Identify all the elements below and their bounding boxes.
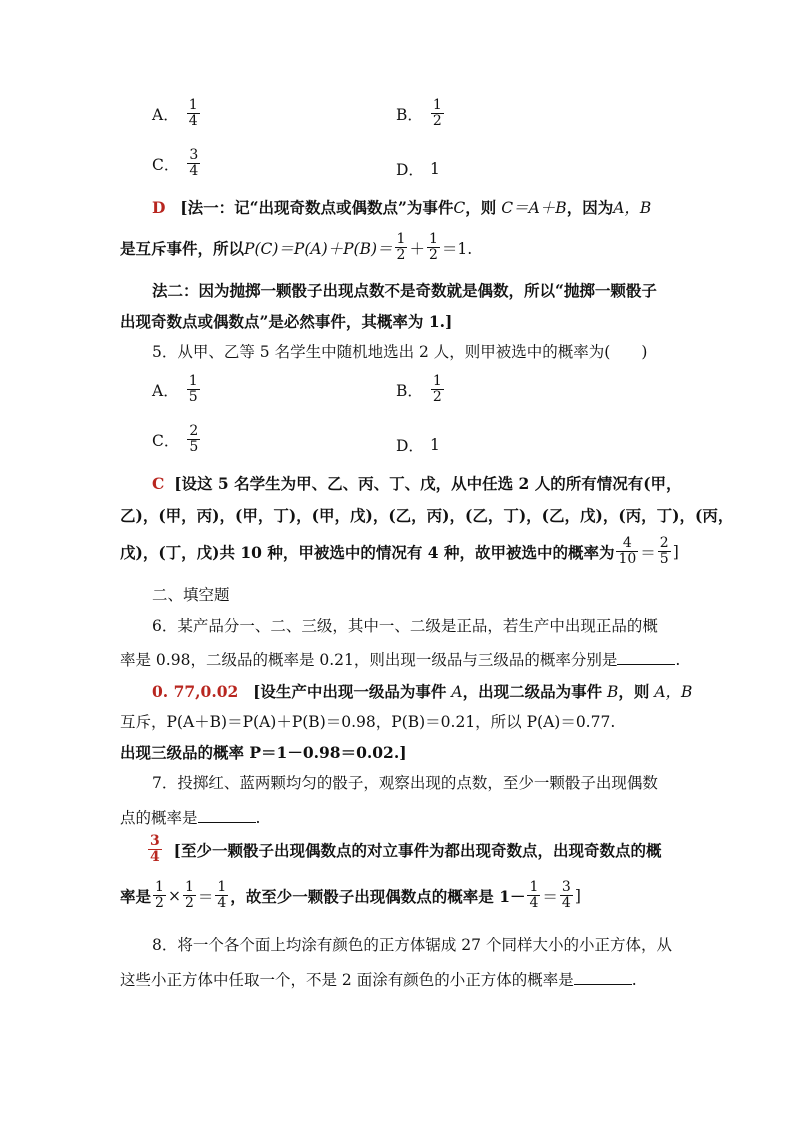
stem-text: 这些小正方体中任取一个，不是 2 面涂有颜色的小正方体的概率是: [120, 971, 574, 989]
math-op: ×: [167, 886, 181, 905]
solution-text: [设生产中出现一级品为事件: [253, 682, 447, 701]
stem-text: .: [675, 651, 681, 669]
q7-stem-line-2: [120, 808, 260, 827]
q5-option-a: [152, 374, 202, 406]
q5-stem: 5．从甲、乙等 5 名学生中随机地选出 2 人，则甲被选中的概率为( ): [152, 343, 648, 361]
math-var: A，B: [613, 199, 652, 217]
q4-option-b: [396, 98, 446, 130]
numerator: 1: [188, 373, 198, 389]
denominator: 2: [432, 113, 442, 130]
denominator: 2: [396, 247, 406, 264]
math-op: ＝: [640, 543, 656, 562]
fraction: [187, 98, 200, 130]
q7-stem-line-1: 7．投掷红、蓝两颗均匀的骰子，观察出现的点数，至少一颗骰子出现偶数: [152, 774, 658, 792]
fraction: [187, 148, 200, 180]
q7-solution-line-1: [146, 834, 661, 866]
fraction: [187, 374, 200, 406]
denominator: 2: [432, 389, 442, 406]
stem-text: 点的概率是: [120, 809, 198, 827]
option-letter: D．: [396, 161, 424, 179]
option-letter: B．: [396, 105, 423, 124]
solution-text: [至少一颗骰子出现偶数点的对立事件为都出现奇数点，出现奇数点的概: [173, 840, 662, 860]
q4-solution-line-3: 法二：因为抛掷一颗骰子出现点数不是奇数就是偶数，所以“抛掷一颗骰子: [152, 281, 657, 300]
fraction: [527, 880, 540, 912]
q5-option-d: [396, 434, 440, 456]
math-expr: P(C)＝P(A)＋P(B)＝: [244, 239, 393, 258]
option-value: 1: [429, 160, 440, 178]
numerator: 1: [529, 879, 539, 895]
denominator: 2: [155, 895, 164, 912]
q4-option-c: [152, 148, 202, 180]
q4-solution-line-1: [152, 200, 651, 217]
fraction: [183, 880, 196, 912]
section-title: 二、填空题: [152, 586, 230, 604]
numerator: 3: [150, 833, 160, 849]
numerator: 3: [561, 879, 571, 895]
math-expr: C＝A＋B: [501, 199, 567, 217]
q4-solution-line-4: 出现奇数点或偶数点”是必然事件，其概率为 1.]: [120, 312, 453, 331]
q7-solution-line-2: [120, 880, 581, 912]
q5-solution-line-1: [152, 476, 682, 493]
option-letter: B．: [396, 381, 423, 400]
q5-solution-line-3: [120, 536, 679, 568]
numerator: 1: [184, 879, 194, 895]
solution-text: ，故至少一颗骰子出现偶数点的概率是 1－: [230, 886, 526, 906]
option-letter: A．: [152, 381, 179, 400]
denominator: 2: [428, 247, 438, 264]
answer-blank: [617, 650, 675, 665]
fraction: [431, 374, 444, 406]
answer-label: 0. 77,0.02: [152, 682, 239, 701]
numerator: 4: [622, 535, 632, 551]
math-expr: ＝1.: [441, 239, 473, 258]
q4-option-d: [396, 158, 440, 180]
answer-fraction: [148, 834, 162, 866]
q5-option-b: [396, 374, 446, 406]
numerator: 3: [189, 147, 199, 163]
numerator: 2: [659, 535, 669, 551]
option-letter: A．: [152, 105, 179, 124]
solution-text: [设这 5 名学生为甲、乙、丙、丁、戊，从中任选 2 人的所有情况有(甲，: [174, 474, 682, 493]
answer-blank: [198, 808, 256, 823]
numerator: 2: [189, 423, 199, 439]
option-letter: C．: [152, 155, 180, 174]
option-letter: C．: [152, 431, 180, 450]
answer-label: C: [152, 474, 165, 493]
fraction: [215, 880, 228, 912]
numerator: 1: [396, 231, 406, 247]
denominator: 5: [659, 551, 669, 568]
q6-solution-line-3: 出现三级品的概率 P＝1－0.98＝0.02.]: [120, 743, 407, 762]
numerator: 1: [428, 231, 438, 247]
fraction: [431, 98, 444, 130]
q6-stem-line-1: 6．某产品分一、二、三级，其中一、二级是正品，若生产中出现正品的概: [152, 617, 658, 635]
fraction: [187, 424, 200, 456]
fraction: [658, 536, 671, 568]
numerator: 1: [188, 97, 198, 113]
denominator: 4: [561, 895, 571, 912]
q4-option-a: [152, 98, 202, 130]
stem-text: .: [255, 809, 261, 827]
q8-stem-line-2: [120, 970, 637, 989]
solution-text: ，则: [618, 682, 650, 701]
solution-text: ，出现二级品为事件: [462, 682, 603, 701]
stem-text: 率是 0.98，二级品的概率是 0.21，则出现一级品与三级品的概率分别是: [120, 651, 618, 669]
stem-text: .: [631, 971, 637, 989]
denominator: 10: [618, 551, 637, 568]
fraction: [616, 536, 638, 568]
option-letter: D．: [396, 437, 424, 455]
math-var: A: [451, 683, 463, 701]
fraction: [395, 232, 408, 264]
fraction: [427, 232, 440, 264]
denominator: 5: [189, 439, 199, 456]
q5-option-c: [152, 424, 202, 456]
denominator: 4: [188, 113, 198, 130]
denominator: 4: [217, 895, 227, 912]
answer-blank: [574, 970, 632, 985]
answer-label: D: [152, 198, 166, 217]
math-var: C: [453, 199, 466, 217]
denominator: 4: [529, 895, 539, 912]
q6-solution-line-1: [152, 684, 692, 701]
q6-stem-line-2: [120, 650, 680, 669]
math-op: ＝: [197, 887, 214, 906]
q6-solution-line-2: 互斥，P(A＋B)＝P(A)＋P(B)＝0.98，P(B)＝0.21，所以 P(A)＝0.77.: [120, 713, 616, 731]
denominator: 5: [188, 389, 198, 406]
fraction: [153, 880, 166, 912]
denominator: 4: [189, 163, 199, 180]
q5-solution-line-2: 乙)，(甲，丙)，(甲，丁)，(甲，戊)，(乙，丙)，(乙，丁)，(乙，戊)，(丙，丁)，(丙，: [120, 506, 734, 525]
numerator: 1: [155, 879, 164, 895]
solution-text: 是互斥事件，所以: [120, 238, 245, 258]
math-expr: ]: [672, 542, 679, 561]
q8-stem-line-1: 8．将一个各个面上均涂有颜色的正方体锯成 27 个同样大小的小正方体，从: [152, 936, 672, 954]
math-expr: ]: [574, 886, 581, 905]
math-var: B: [607, 683, 619, 701]
numerator: 1: [432, 97, 442, 113]
solution-text: 率是: [120, 886, 152, 906]
numerator: 1: [217, 879, 227, 895]
solution-text: [法一：记“出现奇数点或偶数点”为事件: [180, 198, 454, 217]
option-value: 1: [429, 436, 440, 454]
math-var: A，B: [654, 683, 693, 701]
denominator: 2: [184, 895, 194, 912]
math-op: ＝: [542, 887, 558, 906]
fraction: [560, 880, 573, 912]
q4-solution-line-2: [120, 232, 472, 264]
numerator: 1: [432, 373, 442, 389]
solution-text: 戊)，(丁，戊)共 10 种，甲被选中的情况有 4 种，故甲被选中的概率为: [120, 542, 615, 562]
denominator: 4: [150, 849, 160, 866]
solution-text: ，则: [465, 198, 497, 217]
math-op: ＋: [409, 239, 425, 258]
solution-text: ，因为: [566, 198, 614, 217]
